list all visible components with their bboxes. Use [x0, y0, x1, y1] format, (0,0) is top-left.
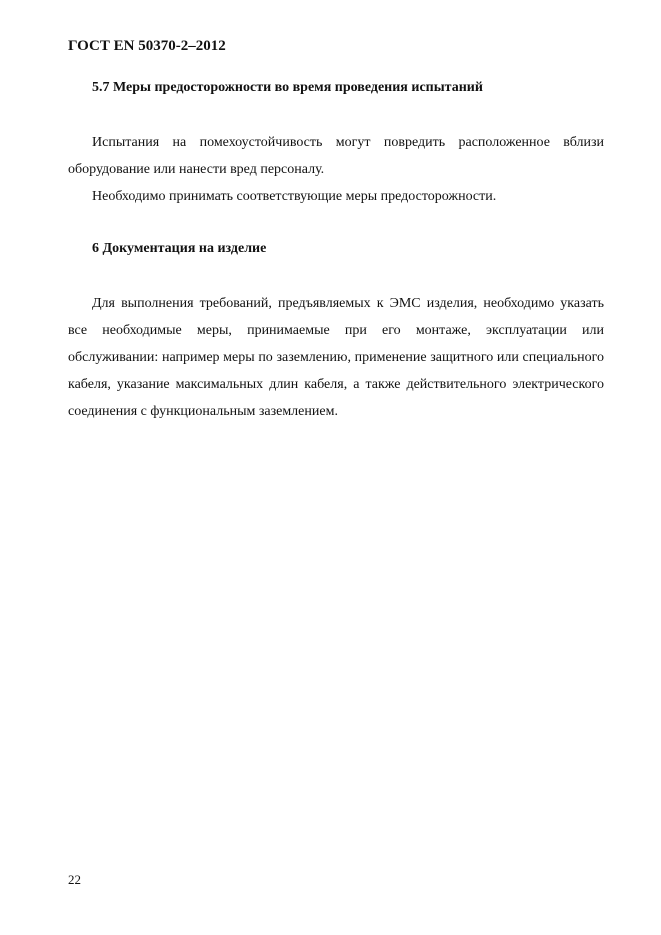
- document-header: ГОСТ EN 50370-2–2012: [68, 38, 226, 54]
- paragraph: Испытания на помехоустойчивость могут повредить расположенное вблизи оборудование или нанести вред персоналу.: [68, 135, 604, 177]
- paragraph: Для выполнения требований, предъявляемых к ЭМС изделия, необходимо указать все необходимые меры, принимаемые при его монтаже, эксплуатации или обслуживании: например меры по заземлению, применение защитного или специального кабеля, указание максимальных длин кабеля, а также действительного электрического соединения с функциональным заземлением.: [68, 296, 604, 419]
- section-heading-5-7: 5.7 Меры предосторожности во время проведения испытаний: [92, 80, 483, 95]
- section-heading-6: 6 Документация на изделие: [92, 241, 267, 256]
- page-number: 22: [68, 872, 81, 887]
- paragraph: Необходимо принимать соответствующие меры предосторожности.: [92, 189, 497, 204]
